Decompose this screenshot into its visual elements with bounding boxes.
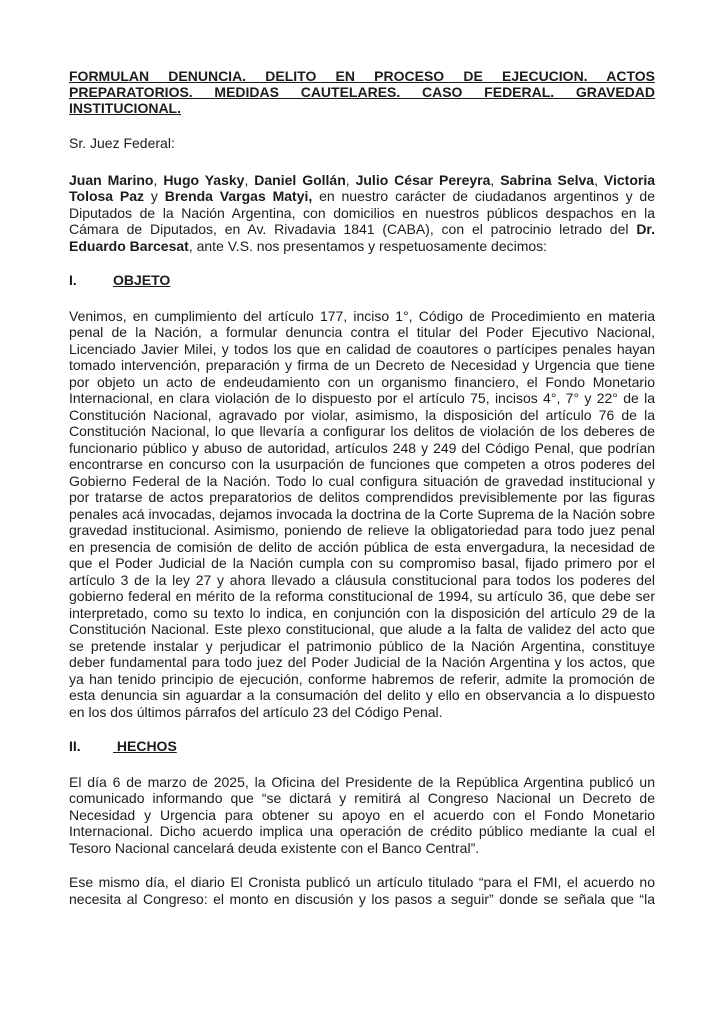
author-name: Juan Marino [69,171,154,188]
author-name: Hugo Yasky [163,171,245,188]
author-name: Julio César Pereyra [355,171,491,188]
lawyer-name: Dr. Eduardo Barcesat [69,221,655,254]
section-number: I. [69,272,77,288]
intro-text: en nuestro carácter de ciudadanos argentinos y de Diputados de la Nación Argentina, con domicilios en nuestros públicos despachos en la Cámara de Diputados, en Av. Rivadavia 1841 (CABA), con el patrocinio letrado del [69,188,655,237]
hechos-paragraph-2: Ese mismo día, el diario El Cronista publicó un artículo titulado “para el FMI, el acuerdo no necesita al Congreso: el monto en discusión y los pasos a seguir” donde se señala que “la [69,874,655,907]
section-heading-hechos [69,738,655,755]
author-name: Brenda Vargas Matyi, [164,188,313,204]
objeto-paragraph: Venimos, en cumplimiento del artículo 177, inciso 1°, Código de Procedimiento en materia penal de la Nación, a formular denuncia contra el titular del Poder Ejecutivo Nacional, Licenciado Javier Milei, y todos los que en calidad de coautores o partícipes penales hayan tomado intervención, preparación y firma de un Decreto de Necesidad y Urgencia que tiene por objeto un acto de endeudamiento con un organismo financiero, el Fondo Monetario Internacional, en clara violación de lo dispuesto por el artículo 75, incisos 4°, 7° y 22° de la Constitución Nacional, agravado por violar, asimismo, la disposición del artículo 76 de la Constitución Nacional, lo que llevaría a configurar los delitos de violación de los deberes de funcionario público y abuso de autoridad, artículos 248 y 249 del Código Penal, que podrían encontrarse en concurso con la usurpación de funciones que competen a otros poderes del Gobierno Federal de la Nación. Todo lo cual configura situación de gravedad institucional y por tratarse de actos preparatorios de delitos comprendidos previsiblemente por las figuras penales acá invocadas, dejamos invocada la doctrina de la Corte Suprema de la Nación sobre gravedad institucional. Asimismo, poniendo de relieve la obligatoriedad para todo juez penal en presencia de comisión de delito de acción pública de esta envergadura, la necesidad de que el Poder Judicial de la Nación cumpla con su compromiso basal, fijado primero por el artículo 3 de la ley 27 y ahora llevado a cláusula constitucional para todos los poderes del gobierno federal en mérito de la reforma constitucional de 1994, su artículo 36, que debe ser interpretado, como su texto lo indica, en conjunción con la disposición del artículo 29 de la Constitución Nacional. Este plexo constitucional, que alude a la falta de validez del acto que se pretende instalar y perjudicar el patrimonio público de la Nación Argentina, constituye deber fundamental para todo juez del Poder Judicial de la Nación Argentina y los actos, que ya han tenido principio de ejecución, conforme habremos de referir, admite la promoción de esta denuncia sin aguardar a la consumación del delito y ello en observancia a lo dispuesto en los dos últimos párrafos del artículo 23 del Código Penal. [69,307,655,720]
salutation: Sr. Juez Federal: [69,135,175,151]
document-title: FORMULAN DENUNCIA. DELITO EN PROCESO DE EJECUCION. ACTOS PREPARATORIOS. MEDIDAS CAUTELARES. CASO FEDERAL. GRAVEDAD INSTITUCIONAL. [69,68,655,116]
author-name: Sabrina Selva [500,171,595,188]
intro-text-end: , ante V.S. nos presentamos y respetuosamente decimos: [188,237,548,254]
section-heading-objeto [69,272,655,289]
hechos-paragraph-1: El día 6 de marzo de 2025, la Oficina del Presidente de la República Argentina publicó un comunicado informando que “se dictará y remitirá al Congreso Nacional un Decreto de Necesidad y Urgencia para obtener su apoyo en el acuerdo con el Fondo Monetario Internacional. Dicho acuerdo implica una operación de crédito público mediante la cual el Tesoro Nacional cancelará deuda existente con el Banco Central”. [69,773,655,856]
section-title: OBJETO [113,272,171,288]
section-number: II. [69,738,81,754]
author-name: Victoria Tolosa Paz [69,171,655,204]
section-title: HECHOS [113,738,177,754]
author-name: Daniel Gollán [254,171,346,188]
intro-paragraph: Juan Marino, Hugo Yasky, Daniel Gollán, Julio César Pereyra, Sabrina Selva, Victoria Tolosa Paz y Brenda Vargas Matyi, en nuestro carácter de ciudadanos argentinos y de Diputados de la Nación Argentina, con domicilios en nuestros públicos despachos en la Cámara de Diputados, en Av. Rivadavia 1841 (CABA), con el patrocinio letrado del Dr. Eduardo Barcesat, ante V.S. nos presentamos y respetuosamente decimos: [69,171,655,254]
